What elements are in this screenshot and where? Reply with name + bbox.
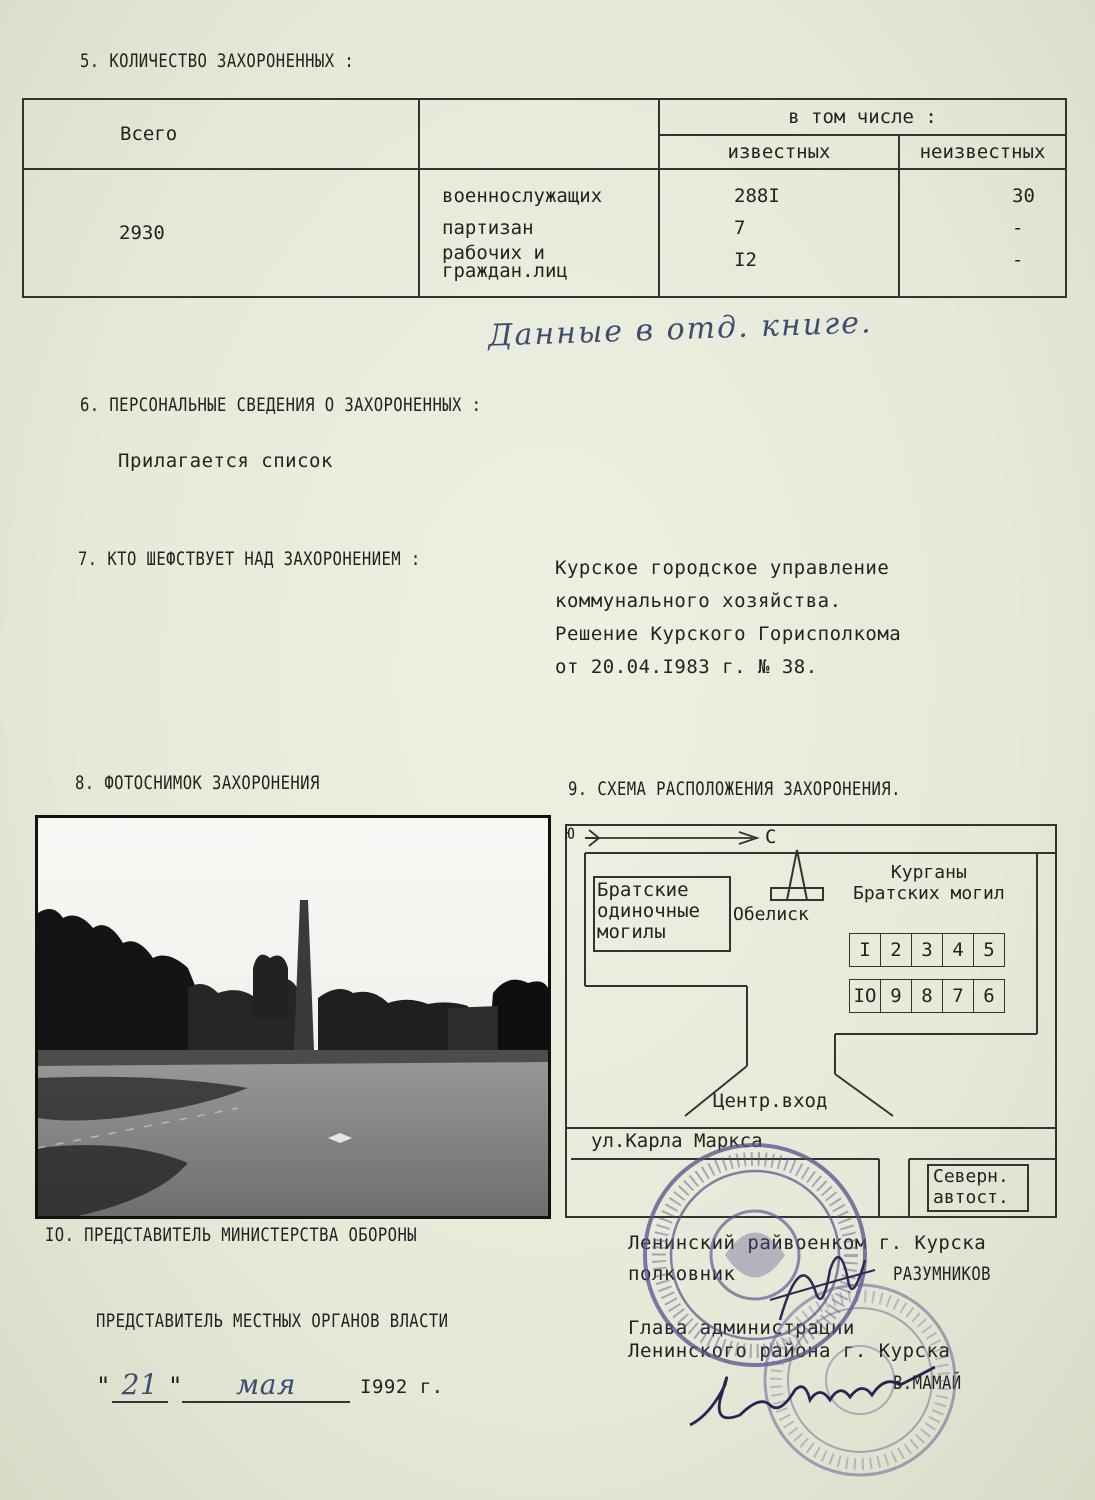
kurgan-cell: IO bbox=[849, 979, 881, 1013]
category-military: военнослужащих bbox=[442, 185, 603, 207]
total-header: Всего bbox=[23, 99, 419, 169]
kurgan-cell: 6 bbox=[973, 979, 1005, 1013]
patron-line-1: Курское городское управление bbox=[555, 557, 890, 579]
category-workers: рабочих и граждан.лиц bbox=[442, 242, 568, 282]
handwritten-note: Данные в отд. книге. bbox=[487, 305, 874, 354]
patron-line-2: коммунального хозяйства. bbox=[555, 590, 842, 612]
unknown-workers: - bbox=[1012, 249, 1024, 271]
category-partisans: партизан bbox=[442, 217, 534, 239]
date-open-quote: " bbox=[96, 1372, 111, 1400]
unknown-partisans: - bbox=[1012, 217, 1024, 239]
local-position-1: Глава администрации bbox=[628, 1317, 855, 1339]
street-label: ул.Карла Маркса bbox=[591, 1130, 763, 1152]
north-marker: С bbox=[765, 826, 777, 848]
total-value: 2930 bbox=[23, 169, 419, 297]
location-scheme bbox=[565, 824, 1057, 1218]
unknown-military: 30 bbox=[1012, 185, 1035, 207]
section-9-title: 9. СХЕМА РАСПОЛОЖЕНИЯ ЗАХОРОНЕНИЯ. bbox=[568, 778, 901, 800]
south-marker: Ю bbox=[565, 824, 575, 843]
section-7-title: 7. КТО ШЕФСТВУЕТ НАД ЗАХОРОНЕНИЕМ : bbox=[78, 548, 421, 570]
patron-line-3: Решение Курского Горисполкома bbox=[555, 623, 902, 645]
patron-block bbox=[555, 552, 901, 684]
category-cell bbox=[419, 169, 659, 297]
section-6-title: 6. ПЕРСОНАЛЬНЫЕ СВЕДЕНИЯ О ЗАХОРОНЕННЫХ : bbox=[80, 394, 482, 416]
kurgan-cell: 4 bbox=[942, 933, 974, 967]
unknown-header: неизвестных bbox=[899, 135, 1066, 169]
section-5-title: 5. КОЛИЧЕСТВО ЗАХОРОНЕННЫХ : bbox=[80, 50, 355, 72]
kurgan-cell: 7 bbox=[942, 979, 974, 1013]
mod-rank: полковник bbox=[628, 1263, 736, 1285]
known-partisans: 7 bbox=[734, 217, 746, 239]
mod-organization: Ленинский райвоенком г. Курска bbox=[628, 1232, 987, 1254]
date-month: мая bbox=[182, 1368, 350, 1403]
burial-photo bbox=[35, 815, 551, 1219]
known-cell bbox=[659, 169, 899, 297]
date-year: I992 г. bbox=[360, 1376, 444, 1398]
section-10-title: IO. ПРЕДСТАВИТЕЛЬ МИНИСТЕРСТВА ОБОРОНЫ bbox=[45, 1224, 418, 1246]
burials-count-table bbox=[22, 98, 1067, 298]
known-military: 288I bbox=[734, 185, 780, 207]
compass-arrow bbox=[589, 830, 757, 846]
unknown-cell bbox=[899, 169, 1066, 297]
date-day: 21 bbox=[112, 1368, 168, 1403]
mod-name: РАЗУМНИКОВ bbox=[893, 1263, 991, 1285]
section-8-title: 8. ФОТОСНИМОК ЗАХОРОНЕНИЯ bbox=[75, 772, 320, 794]
memorial-photo-image bbox=[38, 818, 548, 1216]
local-position-2: Ленинского района г. Курска bbox=[628, 1340, 951, 1362]
mass-graves-box bbox=[593, 876, 731, 952]
patron-line-4: от 20.04.I983 г. № 38. bbox=[555, 656, 818, 678]
obelisk-label: Обелиск bbox=[733, 904, 809, 925]
obelisk-icon bbox=[771, 850, 823, 900]
local-authority-title: ПРЕДСТАВИТЕЛЬ МЕСТНЫХ ОРГАНОВ ВЛАСТИ bbox=[96, 1310, 449, 1332]
kurgan-cell: 3 bbox=[911, 933, 943, 967]
date-close-quote: " bbox=[168, 1372, 183, 1400]
attached-list-text: Прилагается список bbox=[118, 450, 333, 472]
local-name: В.МАМАЙ bbox=[893, 1372, 962, 1394]
kurgan-cell: 8 bbox=[911, 979, 943, 1013]
kurgan-cell: 5 bbox=[973, 933, 1005, 967]
bus-station-box bbox=[927, 1164, 1029, 1212]
kurgans-label: Курганы Братских могил bbox=[853, 862, 1005, 904]
kurgan-cell: I bbox=[849, 933, 881, 967]
including-header: в том числе : bbox=[659, 99, 1066, 135]
kurgan-cell: 2 bbox=[880, 933, 912, 967]
known-header: известных bbox=[659, 135, 899, 169]
kurgan-cell: 9 bbox=[880, 979, 912, 1013]
bus-station-label: Северн. автост. bbox=[933, 1166, 1009, 1208]
mass-graves-label: Братские одиночные могилы bbox=[597, 879, 700, 943]
category-header-empty bbox=[419, 99, 659, 169]
known-workers: I2 bbox=[734, 249, 757, 271]
central-entrance-label: Центр.вход bbox=[713, 1090, 828, 1112]
